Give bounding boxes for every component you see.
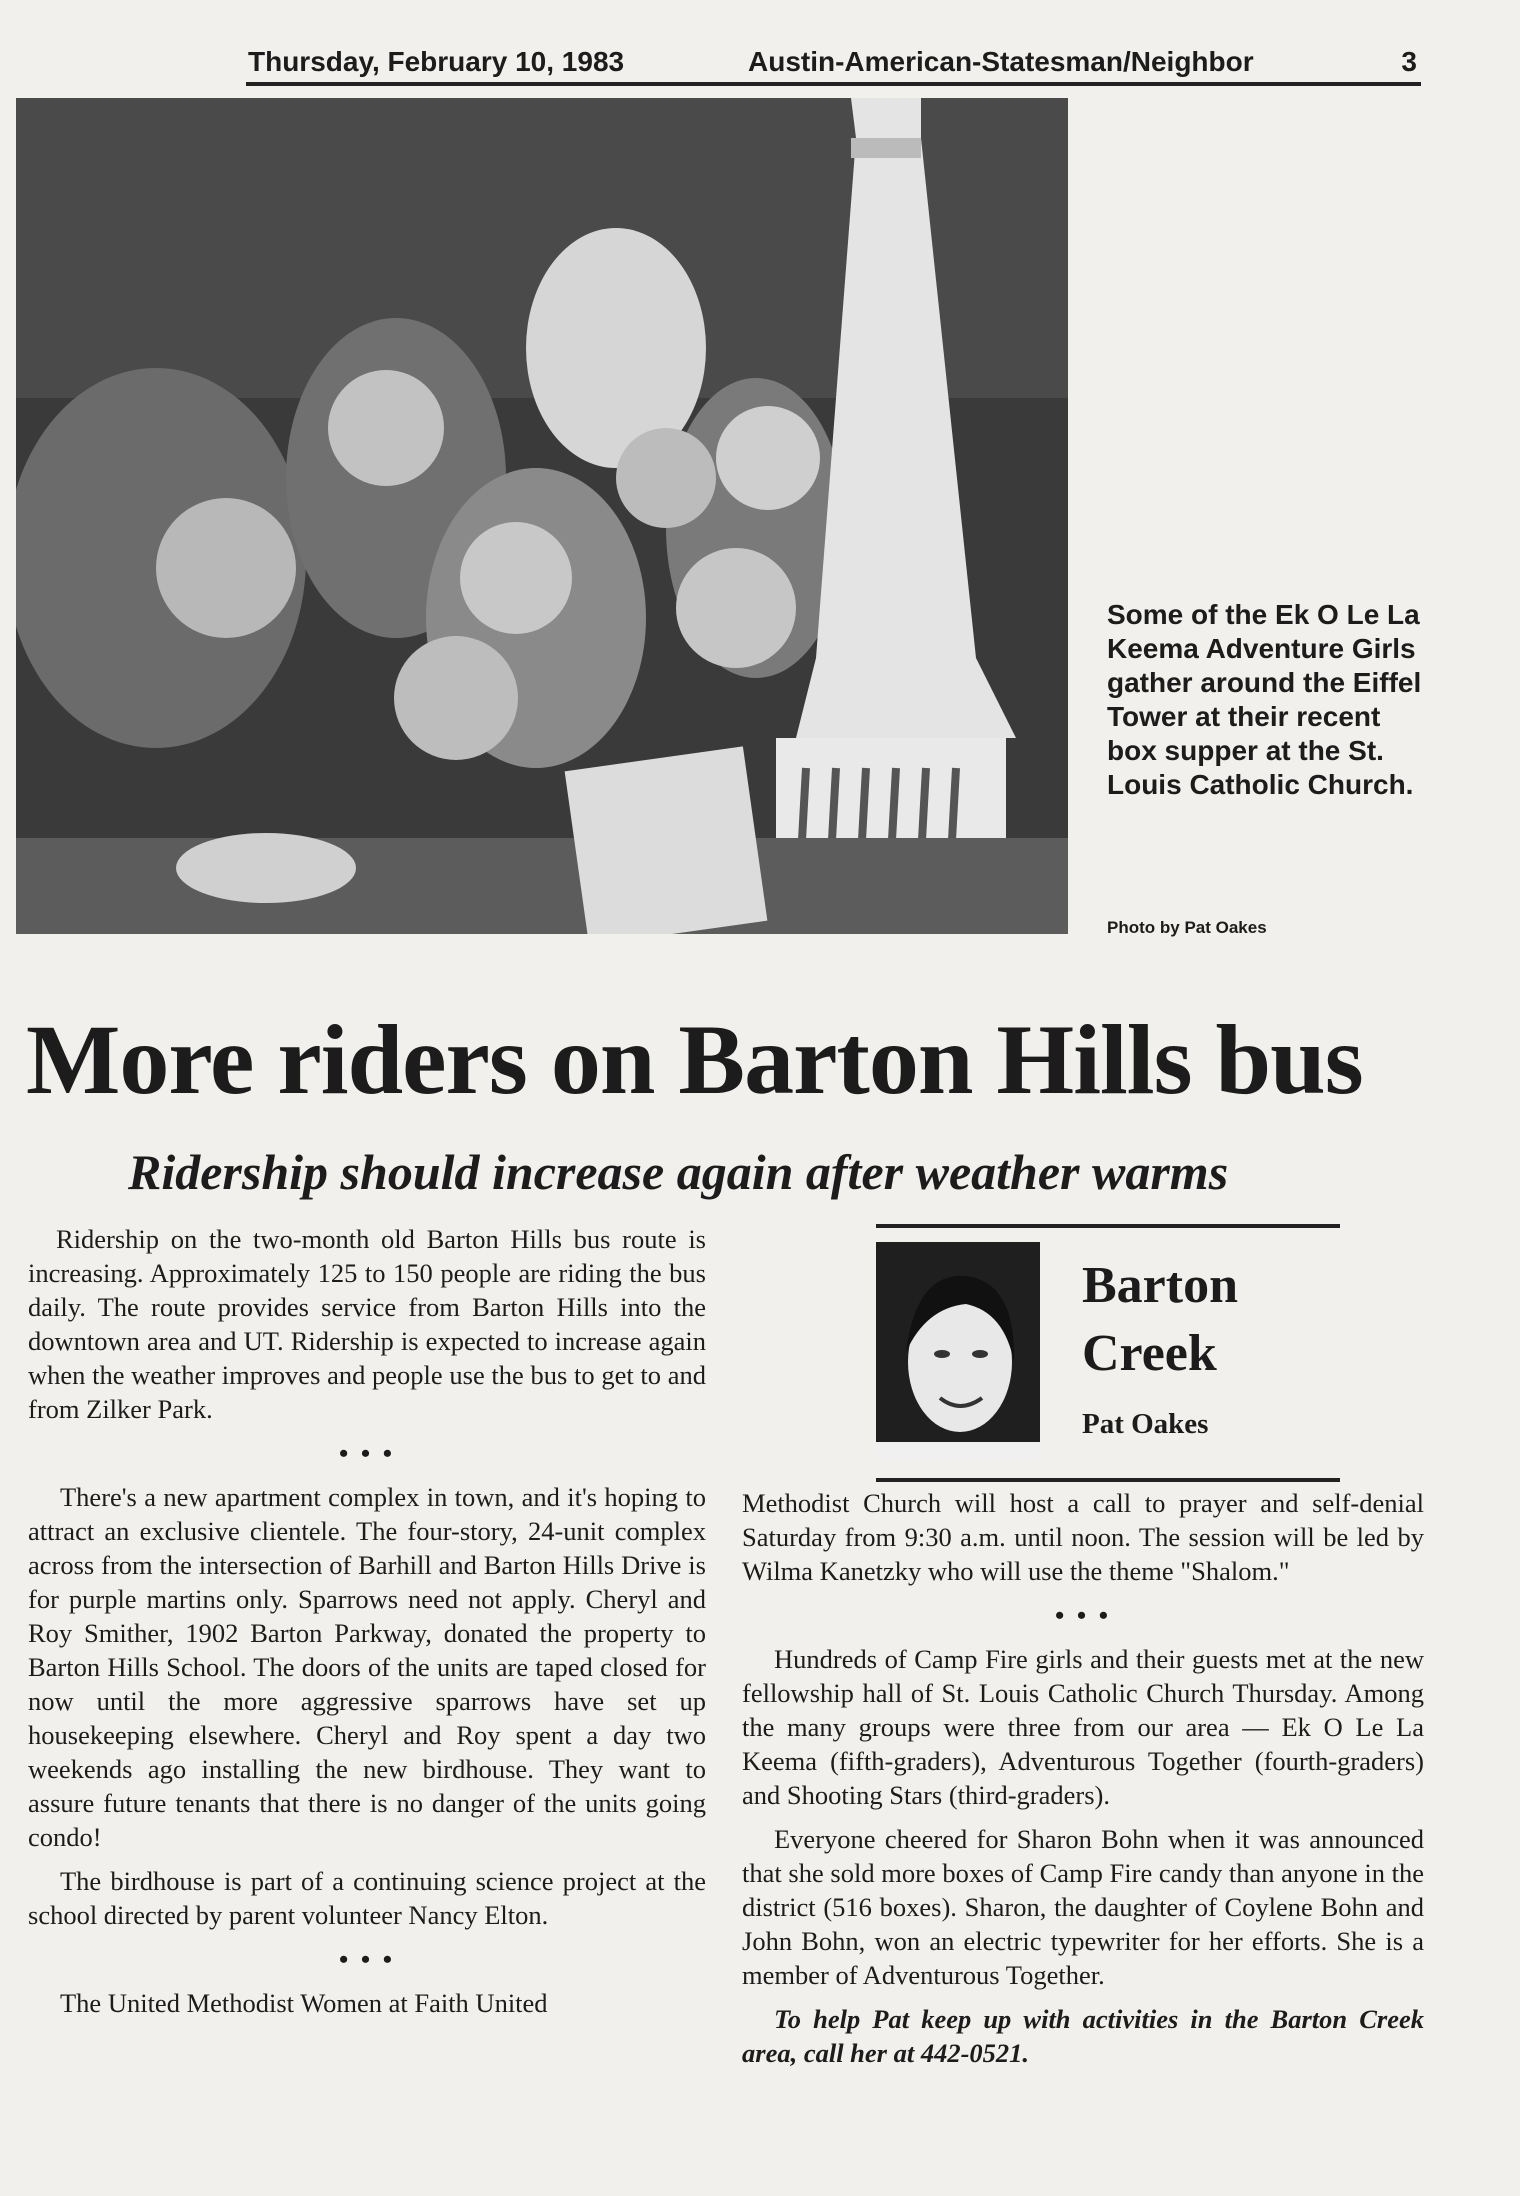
photo-caption: Some of the Ek O Le La Keema Adventure Girls gather around the Eiffel Tower at their recent box supper at the St. Louis Catholic Church. xyxy=(1107,599,1422,800)
columnist-box xyxy=(876,1224,1340,1482)
paragraph: Ridership on the two-month old Barton Hills bus route is increasing. Approximately 125 to 150 people are riding the bus daily. The route provides service from Barton Hills into the downtown area and UT. Ridership is expected to increase again when the weather improves and people use the bus to get to and from Zilker Park. xyxy=(28,1224,706,1424)
paragraph: Everyone cheered for Sharon Bohn when it was announced that she sold more boxes of Camp Fire candy than anyone in the district (516 boxes). Sharon, the daughter of Coylene Bohn and John Bohn, won an electric typewriter for her efforts. She is a member of Adventurous Together. xyxy=(742,1824,1424,1990)
page-header xyxy=(246,42,1421,86)
left-column xyxy=(28,1222,706,2020)
paper-section: Austin-American-Statesman/Neighbor xyxy=(748,46,1254,77)
page-number: 3 xyxy=(1401,46,1417,77)
paragraph: Hundreds of Camp Fire girls and their guests met at the new fellowship hall of St. Louis Catholic Church Thursday. Among the many groups were three from our area — Ek O Le La Keema (fifth-graders), Adventurous Together (fourth-graders) and Shooting Stars (third-graders). xyxy=(742,1644,1424,1810)
photo-illustration xyxy=(16,98,1068,934)
column-author: Pat Oakes xyxy=(1082,1408,1209,1440)
contact-note: To help Pat keep up with activities in the Barton Creek area, call her at 442-0521. xyxy=(742,2004,1424,2068)
article-headline: More riders on Barton Hills bus xyxy=(26,1004,1363,1115)
photo-credit: Photo by Pat Oakes xyxy=(1107,918,1267,937)
news-photo xyxy=(16,98,1068,934)
issue-date: Thursday, February 10, 1983 xyxy=(248,46,625,77)
paragraph: The United Methodist Women at Faith United xyxy=(60,1988,548,2018)
separator: • • • xyxy=(338,1944,396,1974)
separator: • • • xyxy=(338,1438,396,1468)
paragraph: The birdhouse is part of a continuing science project at the school directed by parent volunteer Nancy Elton. xyxy=(28,1866,706,1930)
column-title: Barton Creek xyxy=(1082,1257,1238,1382)
portrait-illustration xyxy=(876,1242,1040,1460)
paragraph: There's a new apartment complex in town, and it's hoping to attract an exclusive clientele. The four-story, 24-unit complex across from the intersection of Barhill and Barton Hills Drive is for purple martins only. Sparrows need not apply. Cheryl and Roy Smither, 1902 Barton Parkway, donated the property to Barton Hills School. The doors of the units are taped closed for now until the more aggressive sparrows have set up housekeeping elsewhere. Cheryl and Roy spent a day two weekends ago installing the new birdhouse. They want to assure future tenants that there is no danger of the units going condo! xyxy=(28,1482,706,1852)
columnist-photo xyxy=(876,1242,1040,1460)
article-subhead: Ridership should increase again after weather warms xyxy=(128,1144,1229,1200)
separator: • • • xyxy=(1054,1600,1112,1630)
paragraph: Methodist Church will host a call to prayer and self-denial Saturday from 9:30 a.m. until noon. The session will be led by Wilma Kanetzky who will use the theme "Shalom." xyxy=(742,1488,1424,1586)
right-column xyxy=(742,1486,1424,2070)
